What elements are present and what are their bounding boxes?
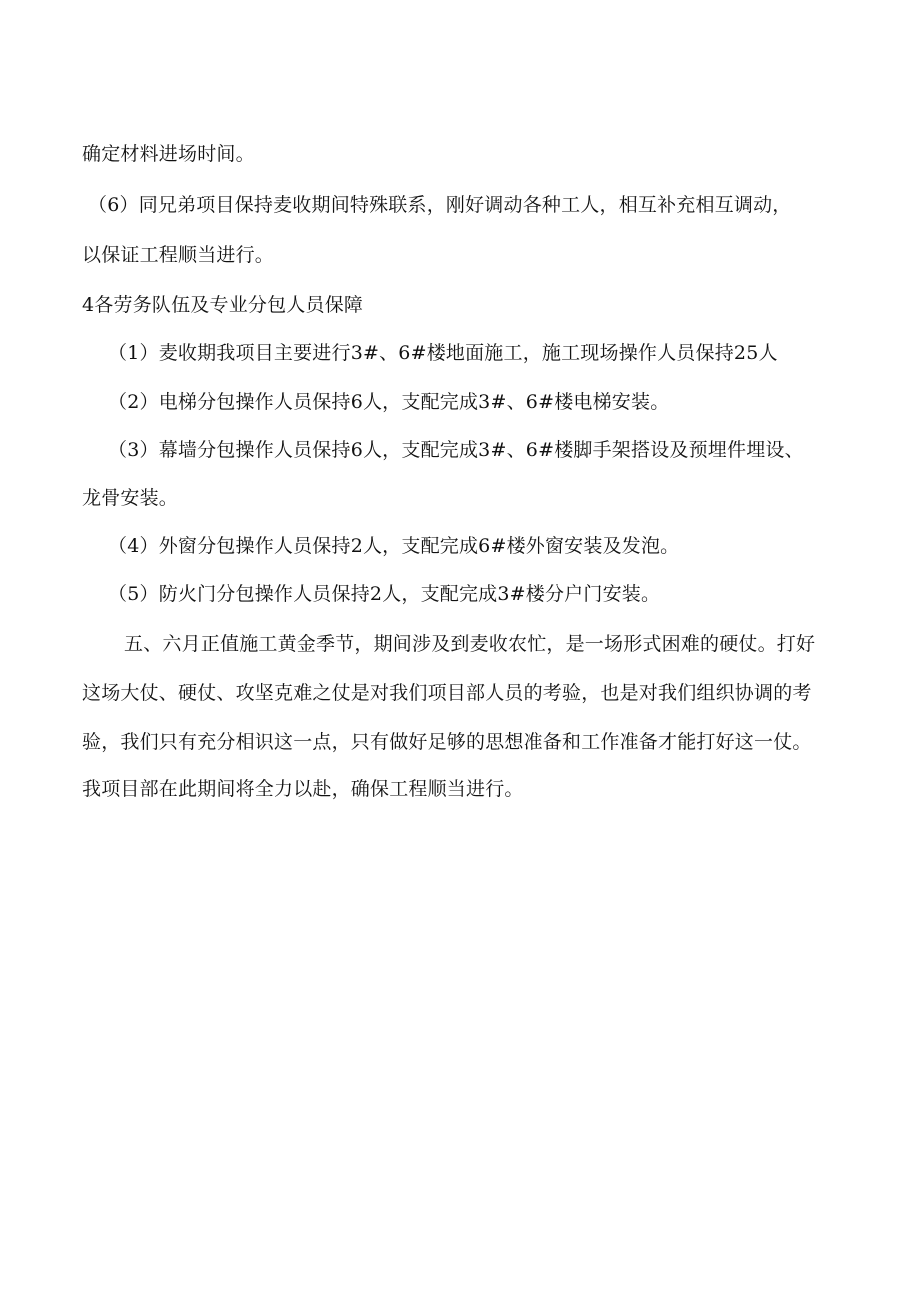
text-line-conclusion-1: 五、六月正值施工黄金季节，期间涉及到麦收农忙，是一场形式困难的硬仗。打好	[124, 633, 816, 655]
text-line-labor-2: （2）电梯分包操作人员保持6人，支配完成3#、6#楼电梯安装。	[108, 391, 670, 413]
text-line-conclusion-4: 我项目部在此期间将全力以赴，确保工程顺当进行。	[82, 778, 524, 800]
text-line-item-6: （6）同兄弟项目保持麦收期间特殊联系，刚好调动各种工人，相互补充相互调动，	[88, 194, 792, 216]
text-line-conclusion-2: 这场大仗、硬仗、攻坚克难之仗是对我们项目部人员的考验，也是对我们组织协调的考	[82, 682, 812, 704]
text-line-labor-3: （3）幕墙分包操作人员保持6人，支配完成3#、6#楼脚手架搭设及预埋件埋设、	[108, 439, 804, 461]
text-line-labor-4: （4）外窗分包操作人员保持2人，支配完成6#楼外窗安装及发泡。	[108, 535, 680, 557]
text-line-labor-5: （5）防火门分包操作人员保持2人，支配完成3#楼分户门安装。	[108, 583, 661, 605]
section-heading-labor-guarantee: 4各劳务队伍及专业分包人员保障	[82, 294, 364, 316]
text-line-conclusion-3: 验，我们只有充分相识这一点，只有做好足够的思想准备和工作准备才能打好这一仗。	[82, 731, 812, 753]
text-line-labor-1: （1）麦收期我项目主要进行3#、6#楼地面施工，施工现场操作人员保持25人	[108, 342, 778, 364]
text-line-item-6-cont: 以保证工程顺当进行。	[82, 244, 275, 266]
text-line-materials-time: 确定材料进场时间。	[82, 143, 255, 165]
text-line-labor-3-cont: 龙骨安装。	[82, 487, 179, 509]
